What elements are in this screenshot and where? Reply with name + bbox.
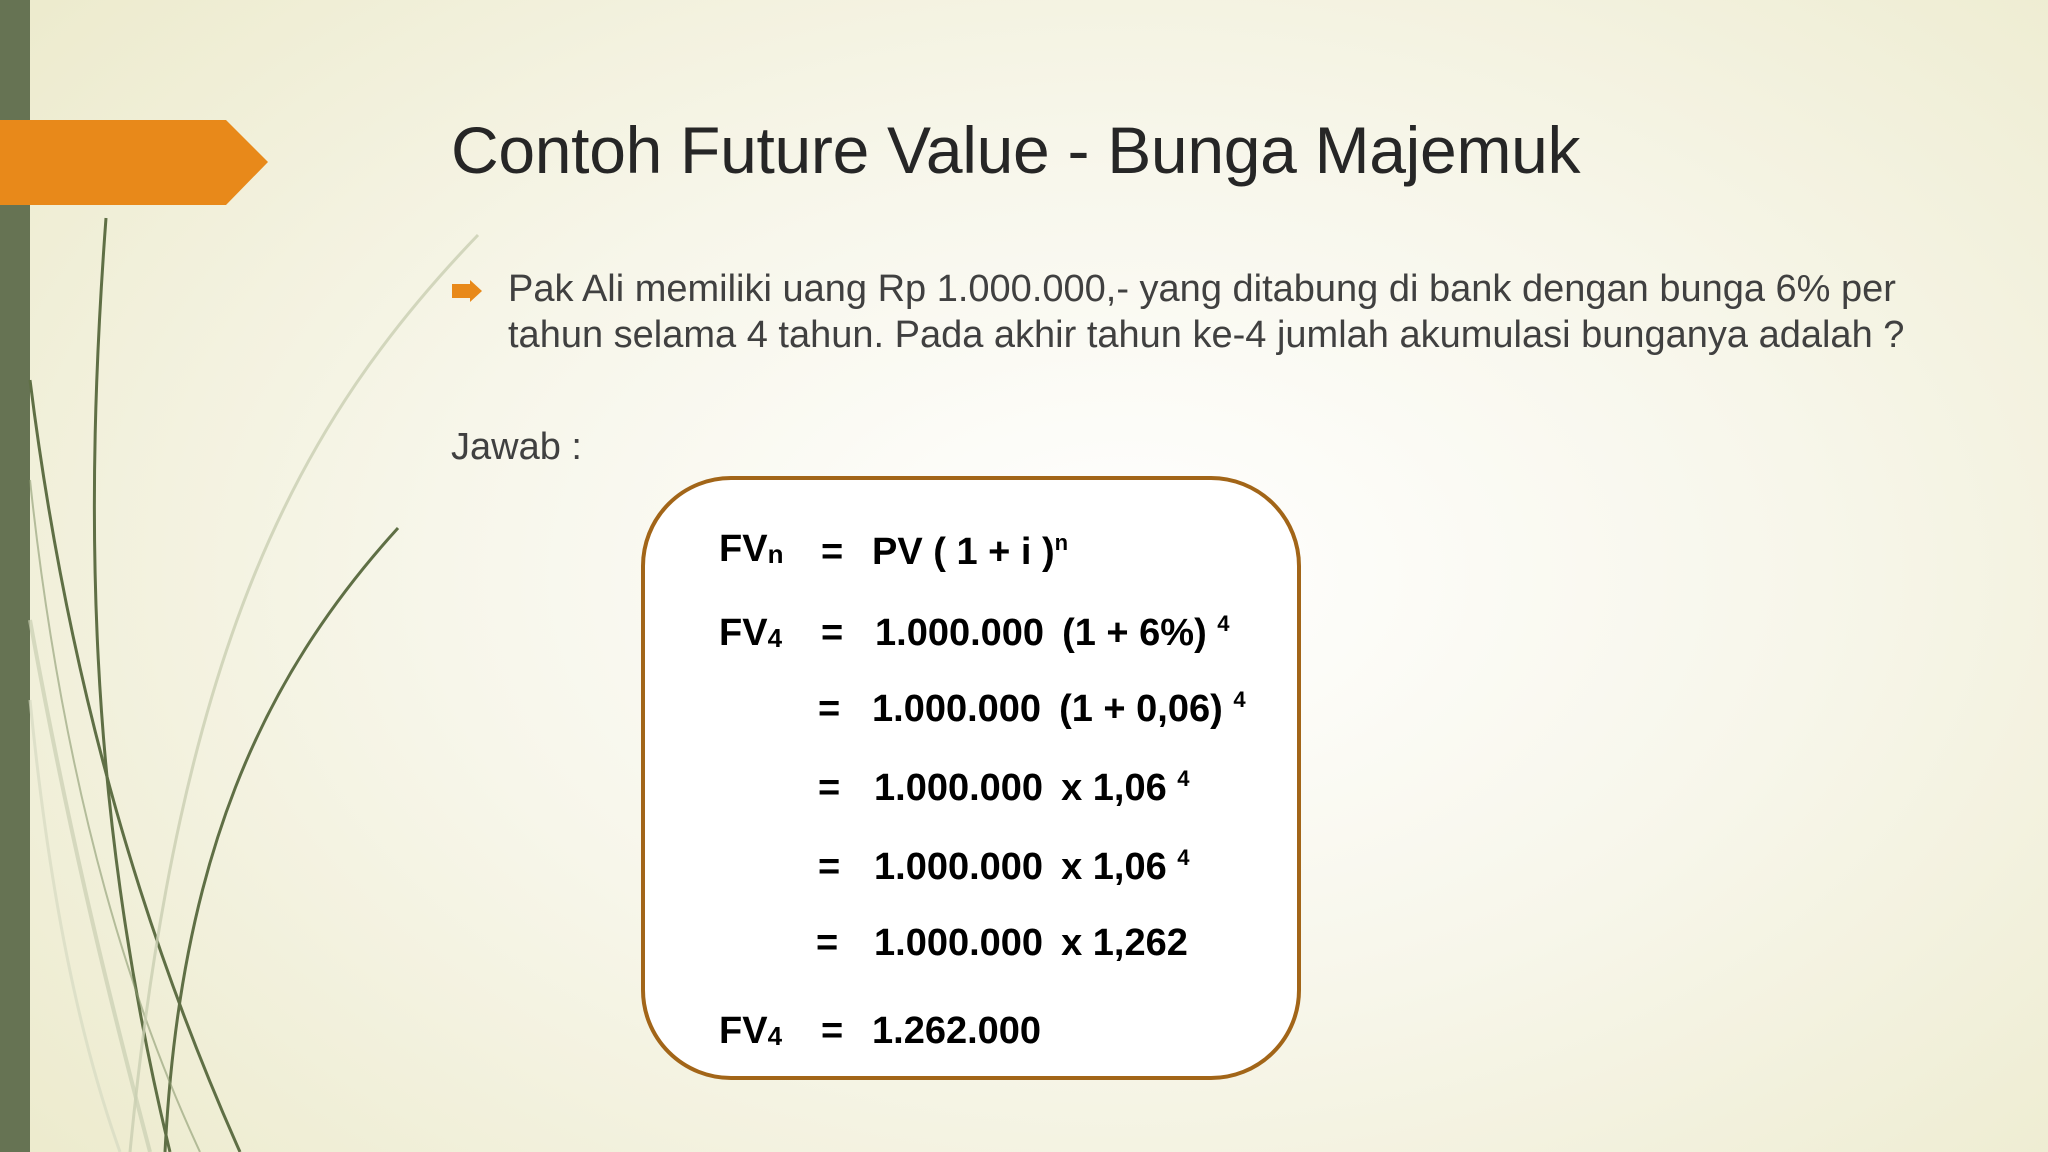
formula-rhs: PV ( 1 + i )$^n$ xyxy=(872,530,1069,573)
formula-equals: = xyxy=(816,922,839,964)
formula-rhs: 1.000.000 x 1,06 $^4$ xyxy=(874,766,1190,809)
formula-equals: = xyxy=(821,612,844,654)
formula-lhs: $FV_n$ xyxy=(719,528,784,570)
formula-equals: = xyxy=(818,767,841,809)
formula-equals: = xyxy=(818,846,841,888)
formula-equals: = xyxy=(821,531,844,573)
title-marker-arrow xyxy=(0,120,268,205)
formula-rhs: 1.000.000 x 1,262 xyxy=(874,922,1188,964)
formula-equals: = xyxy=(818,688,841,730)
formula-result: 1.262.000 xyxy=(872,1010,1042,1052)
arrow-bullet-icon xyxy=(452,280,482,302)
slide-title: Contoh Future Value - Bunga Majemuk xyxy=(451,113,1581,187)
formula-lhs: $FV_4$ xyxy=(719,612,783,654)
question-text: Pak Ali memiliki uang Rp 1.000.000,- yang ditabung di bank dengan bunga 6% per tahun selama 4 tahun. Pada akhir tahun ke-4 jumlah akumulasi bunganya adalah ? xyxy=(508,268,1905,356)
formula-rhs: 1.000.000 (1 + 6%) $^4$ xyxy=(875,611,1230,654)
formula-rhs: 1.000.000 x 1,06 $^4$ xyxy=(874,845,1190,888)
formula-rhs: 1.000.000 (1 + 0,06) $^4$ xyxy=(872,687,1246,730)
answer-label: Jawab : xyxy=(451,426,582,468)
formula-equals: = xyxy=(821,1010,844,1052)
formula-lhs: $FV_4$ xyxy=(719,1010,783,1052)
